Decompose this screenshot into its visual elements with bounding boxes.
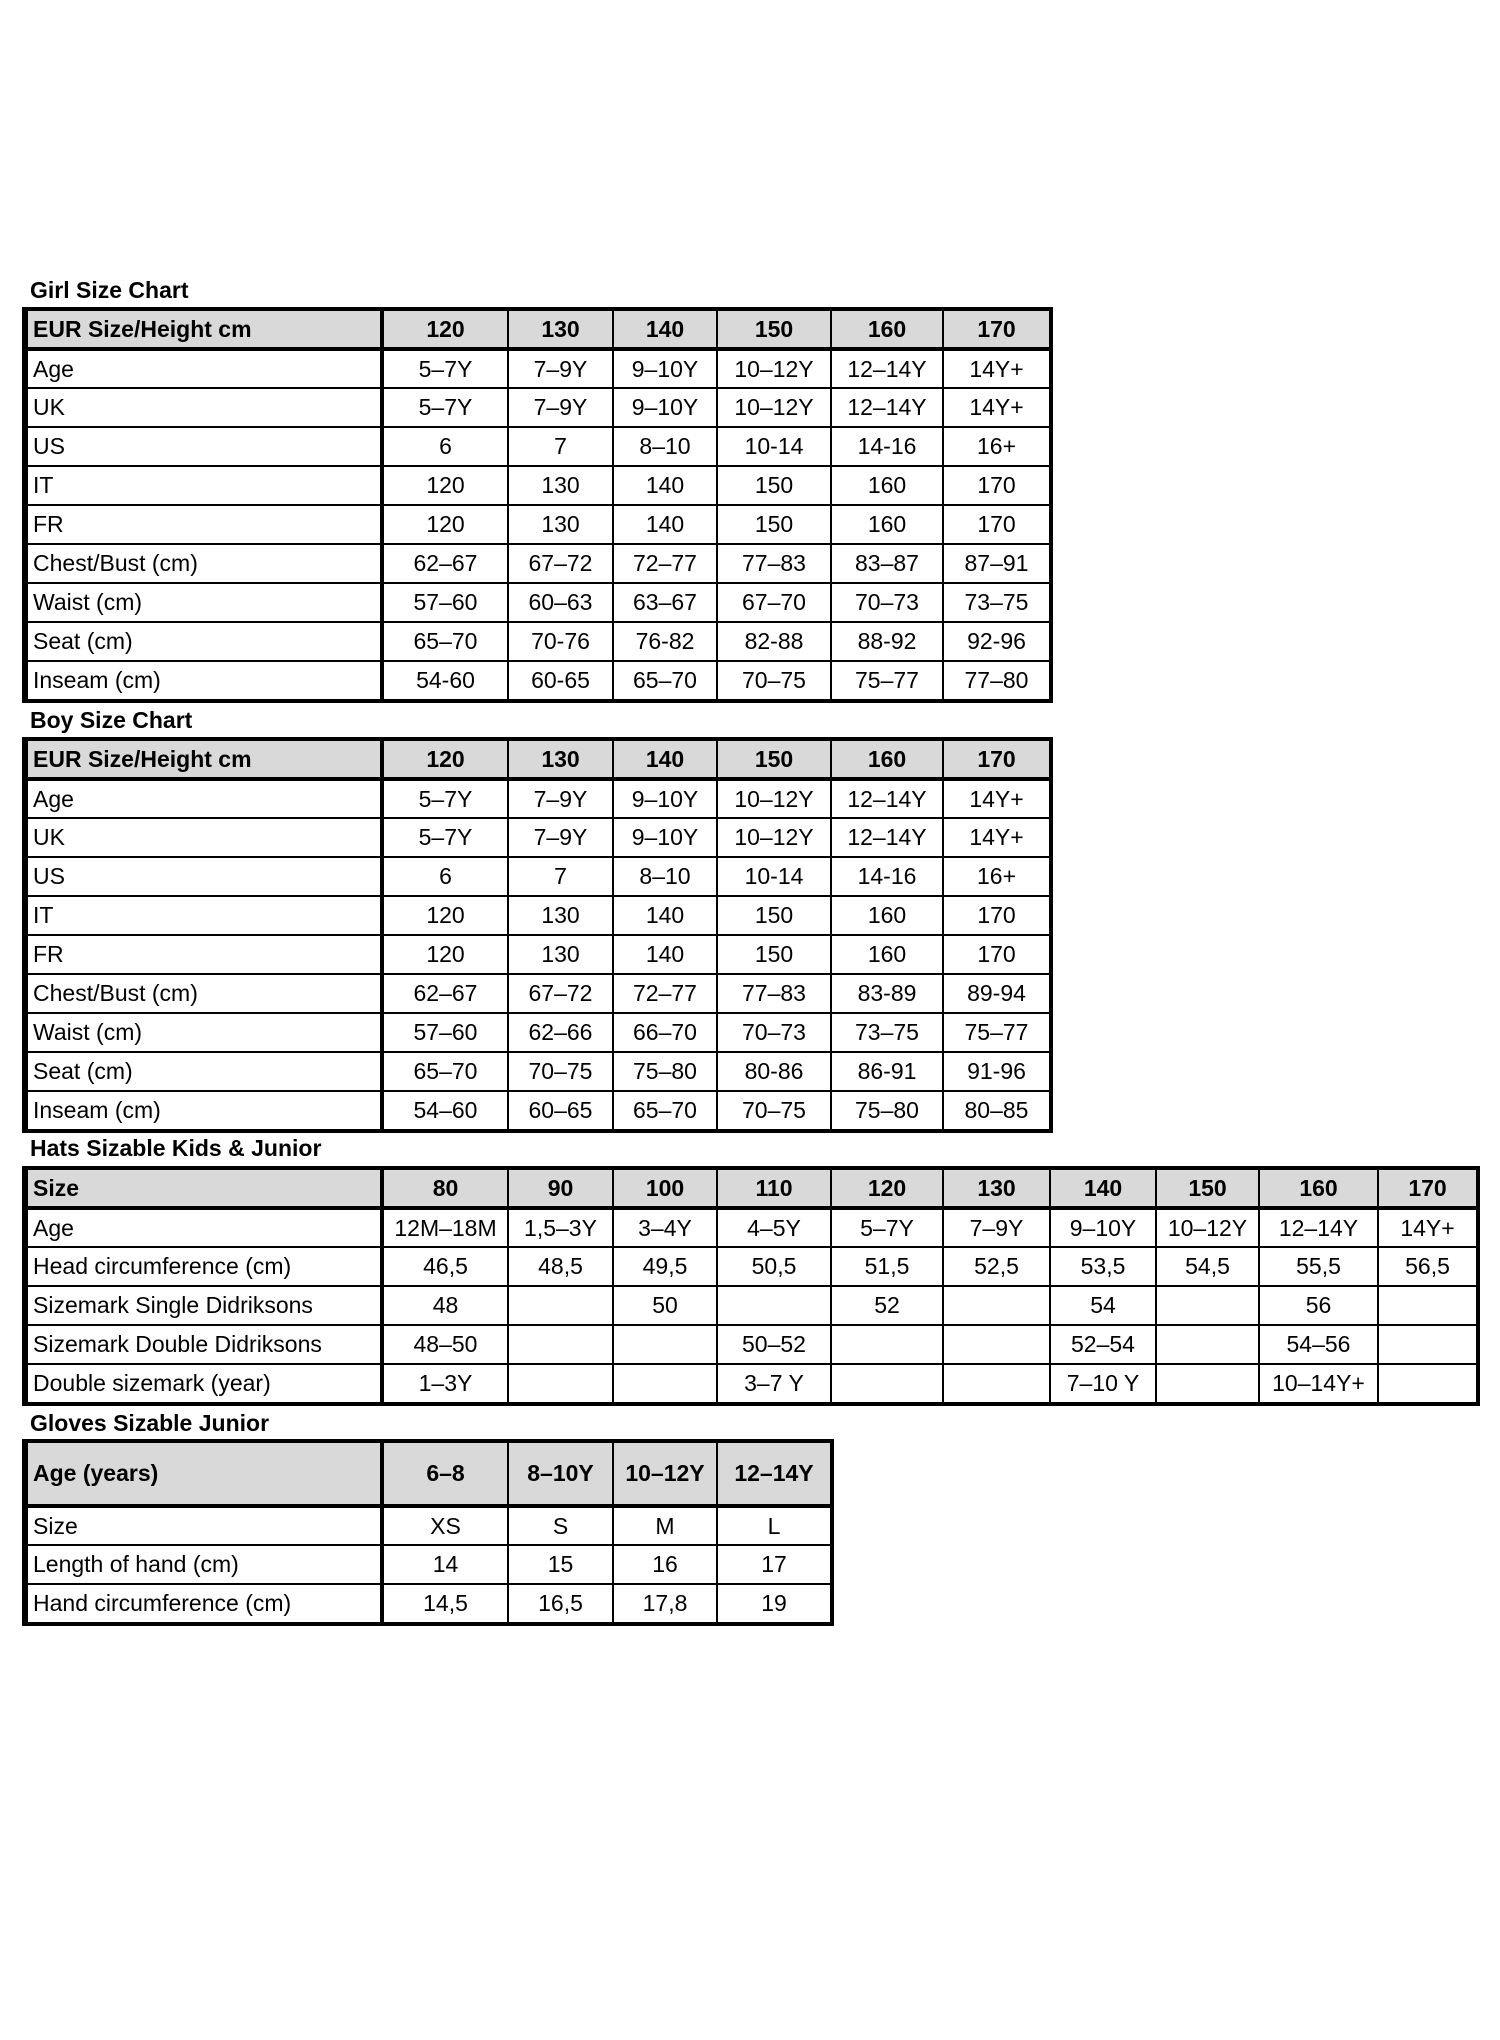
row-label-cell: Seat (cm) [26,1052,382,1091]
data-cell: 52,5 [943,1247,1050,1286]
data-cell: 70-76 [508,622,613,661]
data-cell: 48–50 [382,1325,508,1364]
data-cell: 10–12Y [717,818,831,857]
data-cell: 12–14Y [831,349,943,388]
data-cell: 88-92 [831,622,943,661]
data-cell: 56,5 [1378,1247,1477,1286]
data-cell: 10-14 [717,427,831,466]
data-cell: 9–10Y [613,779,717,818]
data-cell: 12M–18M [382,1208,508,1247]
data-cell: 170 [943,896,1050,935]
data-cell: 91-96 [943,1052,1050,1091]
data-cell: 77–80 [943,661,1050,700]
row-label-cell: Seat (cm) [26,622,382,661]
row-label-cell: Head circumference (cm) [26,1247,382,1286]
header-cell: 150 [717,740,831,779]
data-cell: 92-96 [943,622,1050,661]
data-cell: 54–60 [382,1091,508,1130]
row-label-cell: Age [26,1208,382,1247]
data-cell: 89-94 [943,974,1050,1013]
data-cell: 76-82 [613,622,717,661]
row-label-cell: Double sizemark (year) [26,1364,382,1403]
boy-size-table [24,739,1051,1131]
data-cell: 72–77 [613,974,717,1013]
header-cell: 12–14Y [717,1442,831,1506]
table-row-us [26,427,1050,466]
table-row-age [26,1208,1477,1247]
table-row-age [26,779,1050,818]
data-cell: 77–83 [717,974,831,1013]
data-cell: 14Y+ [943,818,1050,857]
table-row-length-of-hand-cm [26,1545,831,1584]
table-row-sizemark-double-didriksons [26,1325,1477,1364]
data-cell [831,1325,943,1364]
data-cell: 10–12Y [717,779,831,818]
header-cell: 170 [943,310,1050,349]
data-cell: 10–12Y [1156,1208,1259,1247]
girl-size-chart-title: Girl Size Chart [30,277,189,303]
row-label-cell: Age [26,779,382,818]
data-cell: 63–67 [613,583,717,622]
row-label-cell: US [26,427,382,466]
data-cell: 7 [508,427,613,466]
data-cell: 130 [508,935,613,974]
header-row [26,1442,831,1506]
data-cell [943,1364,1050,1403]
data-cell: 9–10Y [613,818,717,857]
data-cell: 130 [508,896,613,935]
data-cell: 50 [613,1286,717,1325]
data-cell: 160 [831,935,943,974]
data-cell: 83-89 [831,974,943,1013]
header-cell: 120 [831,1169,943,1208]
data-cell: 130 [508,505,613,544]
data-cell: M [613,1506,717,1545]
header-cell: 80 [382,1169,508,1208]
header-cell: 160 [831,740,943,779]
data-cell: 8–10 [613,427,717,466]
header-cell: 90 [508,1169,613,1208]
hats-size-chart-title: Hats Sizable Kids & Junior [30,1135,322,1161]
data-cell: 57–60 [382,1013,508,1052]
data-cell: 65–70 [382,1052,508,1091]
data-cell: 75–80 [613,1052,717,1091]
data-cell: 86-91 [831,1052,943,1091]
header-cell: 170 [943,740,1050,779]
data-cell: 75–80 [831,1091,943,1130]
data-cell: 7–9Y [508,349,613,388]
data-cell: 72–77 [613,544,717,583]
data-cell: 14 [382,1545,508,1584]
data-cell: 10–12Y [717,388,831,427]
data-cell: 57–60 [382,583,508,622]
header-cell: 8–10Y [508,1442,613,1506]
data-cell: 170 [943,505,1050,544]
data-cell: 60–63 [508,583,613,622]
data-cell [1156,1286,1259,1325]
header-cell: 160 [1259,1169,1378,1208]
data-cell [613,1325,717,1364]
data-cell [943,1286,1050,1325]
header-cell: 120 [382,740,508,779]
header-cell: 140 [1050,1169,1156,1208]
data-cell: 7–9Y [508,818,613,857]
data-cell: 67–70 [717,583,831,622]
row-label-cell: Inseam (cm) [26,661,382,700]
data-cell [508,1364,613,1403]
data-cell: 70–73 [717,1013,831,1052]
data-cell: 120 [382,505,508,544]
hats-size-table [24,1168,1478,1404]
data-cell: L [717,1506,831,1545]
data-cell: 80–85 [943,1091,1050,1130]
data-cell: 54,5 [1156,1247,1259,1286]
data-cell: 120 [382,896,508,935]
data-cell: 75–77 [943,1013,1050,1052]
row-label-cell: UK [26,818,382,857]
data-cell: 8–10 [613,857,717,896]
data-cell: 170 [943,466,1050,505]
row-label-cell: Size [26,1506,382,1545]
data-cell: 140 [613,935,717,974]
data-cell: 5–7Y [831,1208,943,1247]
data-cell: 16+ [943,427,1050,466]
data-cell: 54–56 [1259,1325,1378,1364]
data-cell: 48 [382,1286,508,1325]
header-cell: 6–8 [382,1442,508,1506]
table-row-uk [26,818,1050,857]
header-cell: 120 [382,310,508,349]
data-cell: 48,5 [508,1247,613,1286]
data-cell: 50,5 [717,1247,831,1286]
header-row [26,1169,1477,1208]
data-cell: 16,5 [508,1584,613,1623]
row-label-cell: Inseam (cm) [26,1091,382,1130]
data-cell: 62–67 [382,544,508,583]
header-cell: 110 [717,1169,831,1208]
data-cell: 3–7 Y [717,1364,831,1403]
header-cell: 150 [717,310,831,349]
row-label-cell: IT [26,466,382,505]
table-row-seat-cm [26,1052,1050,1091]
data-cell [1378,1325,1477,1364]
data-cell: 4–5Y [717,1208,831,1247]
row-label-cell: Hand circumference (cm) [26,1584,382,1623]
boy-size-chart-title: Boy Size Chart [30,707,193,733]
row-label-cell: US [26,857,382,896]
row-label-cell: Age [26,349,382,388]
table-row-it [26,466,1050,505]
table-row-seat-cm [26,622,1050,661]
data-cell: 49,5 [613,1247,717,1286]
data-cell: 5–7Y [382,818,508,857]
data-cell: 1,5–3Y [508,1208,613,1247]
table-row-chest-bust-cm [26,544,1050,583]
table-row-waist-cm [26,583,1050,622]
data-cell [508,1286,613,1325]
header-label-cell: EUR Size/Height cm [26,310,382,349]
data-cell: 9–10Y [613,349,717,388]
data-cell: 75–77 [831,661,943,700]
data-cell: 50–52 [717,1325,831,1364]
gloves-size-table [24,1441,832,1624]
data-cell: 77–83 [717,544,831,583]
data-cell: 70–75 [717,1091,831,1130]
table-row-fr [26,505,1050,544]
data-cell: 16+ [943,857,1050,896]
data-cell: 80-86 [717,1052,831,1091]
data-cell: 120 [382,935,508,974]
data-cell: 7–9Y [508,388,613,427]
row-label-cell: UK [26,388,382,427]
data-cell: 120 [382,466,508,505]
data-cell: 150 [717,935,831,974]
data-cell: 7 [508,857,613,896]
table-row-it [26,896,1050,935]
header-cell: 160 [831,310,943,349]
data-cell: 83–87 [831,544,943,583]
data-cell: 140 [613,466,717,505]
row-label-cell: Chest/Bust (cm) [26,544,382,583]
girl-size-table [24,309,1051,701]
row-label-cell: IT [26,896,382,935]
data-cell: 14Y+ [943,349,1050,388]
data-cell: 7–9Y [943,1208,1050,1247]
table-row-us [26,857,1050,896]
data-cell: 7–10 Y [1050,1364,1156,1403]
data-cell: 82-88 [717,622,831,661]
data-cell [717,1286,831,1325]
data-cell: 19 [717,1584,831,1623]
data-cell: 150 [717,505,831,544]
data-cell [1378,1364,1477,1403]
data-cell: 67–72 [508,544,613,583]
data-cell: 14-16 [831,427,943,466]
data-cell: 70–75 [717,661,831,700]
data-cell: 14Y+ [1378,1208,1477,1247]
data-cell: 73–75 [943,583,1050,622]
data-cell: 9–10Y [613,388,717,427]
data-cell: 56 [1259,1286,1378,1325]
data-cell: 12–14Y [831,818,943,857]
data-cell: 10–14Y+ [1259,1364,1378,1403]
header-cell: 140 [613,310,717,349]
header-cell: 100 [613,1169,717,1208]
data-cell: 70–75 [508,1052,613,1091]
data-cell: 14Y+ [943,779,1050,818]
data-cell: 52 [831,1286,943,1325]
data-cell: 87–91 [943,544,1050,583]
data-cell: 10–12Y [717,349,831,388]
data-cell: 10-14 [717,857,831,896]
row-label-cell: Chest/Bust (cm) [26,974,382,1013]
data-cell: 60–65 [508,1091,613,1130]
data-cell: 67–72 [508,974,613,1013]
row-label-cell: Waist (cm) [26,583,382,622]
data-cell: 160 [831,896,943,935]
data-cell: 65–70 [382,622,508,661]
header-cell: 150 [1156,1169,1259,1208]
data-cell: 150 [717,466,831,505]
data-cell: 54-60 [382,661,508,700]
row-label-cell: FR [26,935,382,974]
data-cell: 9–10Y [1050,1208,1156,1247]
data-cell [1378,1286,1477,1325]
header-label-cell: Age (years) [26,1442,382,1506]
data-cell: 52–54 [1050,1325,1156,1364]
table-row-sizemark-single-didriksons [26,1286,1477,1325]
data-cell: 160 [831,505,943,544]
table-row-head-circumference-cm [26,1247,1477,1286]
table-row-double-sizemark-year [26,1364,1477,1403]
data-cell: 14Y+ [943,388,1050,427]
data-cell: 66–70 [613,1013,717,1052]
header-cell: 170 [1378,1169,1477,1208]
data-cell: 140 [613,896,717,935]
data-cell: 55,5 [1259,1247,1378,1286]
header-cell: 130 [508,740,613,779]
data-cell: 170 [943,935,1050,974]
data-cell: 70–73 [831,583,943,622]
header-label-cell: Size [26,1169,382,1208]
data-cell: 130 [508,466,613,505]
data-cell: 5–7Y [382,349,508,388]
data-cell: 65–70 [613,1091,717,1130]
data-cell: 5–7Y [382,779,508,818]
row-label-cell: FR [26,505,382,544]
data-cell: 6 [382,427,508,466]
table-row-inseam-cm [26,1091,1050,1130]
data-cell: 15 [508,1545,613,1584]
data-cell: 53,5 [1050,1247,1156,1286]
data-cell: 150 [717,896,831,935]
table-row-hand-circumference-cm [26,1584,831,1623]
header-cell: 10–12Y [613,1442,717,1506]
row-label-cell: Length of hand (cm) [26,1545,382,1584]
row-label-cell: Waist (cm) [26,1013,382,1052]
data-cell: 60-65 [508,661,613,700]
table-row-inseam-cm [26,661,1050,700]
data-cell: 7–9Y [508,779,613,818]
header-row [26,740,1050,779]
data-cell: 17 [717,1545,831,1584]
table-row-chest-bust-cm [26,974,1050,1013]
data-cell: 16 [613,1545,717,1584]
data-cell: 62–66 [508,1013,613,1052]
data-cell: 14-16 [831,857,943,896]
data-cell [943,1325,1050,1364]
table-row-size [26,1506,831,1545]
data-cell: 5–7Y [382,388,508,427]
header-cell: 130 [508,310,613,349]
header-row [26,310,1050,349]
row-label-cell: Sizemark Single Didriksons [26,1286,382,1325]
table-row-uk [26,388,1050,427]
data-cell [831,1364,943,1403]
data-cell: 12–14Y [831,779,943,818]
data-cell: 65–70 [613,661,717,700]
data-cell: 140 [613,505,717,544]
data-cell: 54 [1050,1286,1156,1325]
data-cell: 12–14Y [1259,1208,1378,1247]
header-label-cell: EUR Size/Height cm [26,740,382,779]
data-cell: 3–4Y [613,1208,717,1247]
data-cell [1156,1364,1259,1403]
data-cell: 12–14Y [831,388,943,427]
data-cell: 14,5 [382,1584,508,1623]
gloves-size-chart-title: Gloves Sizable Junior [30,1410,270,1436]
data-cell: 51,5 [831,1247,943,1286]
header-cell: 140 [613,740,717,779]
header-cell: 130 [943,1169,1050,1208]
data-cell: 6 [382,857,508,896]
data-cell: S [508,1506,613,1545]
table-row-waist-cm [26,1013,1050,1052]
data-cell [613,1364,717,1403]
row-label-cell: Sizemark Double Didriksons [26,1325,382,1364]
table-row-age [26,349,1050,388]
data-cell: 73–75 [831,1013,943,1052]
data-cell: 160 [831,466,943,505]
data-cell: 1–3Y [382,1364,508,1403]
data-cell: 62–67 [382,974,508,1013]
data-cell [508,1325,613,1364]
data-cell [1156,1325,1259,1364]
data-cell: XS [382,1506,508,1545]
table-row-fr [26,935,1050,974]
data-cell: 46,5 [382,1247,508,1286]
data-cell: 17,8 [613,1584,717,1623]
